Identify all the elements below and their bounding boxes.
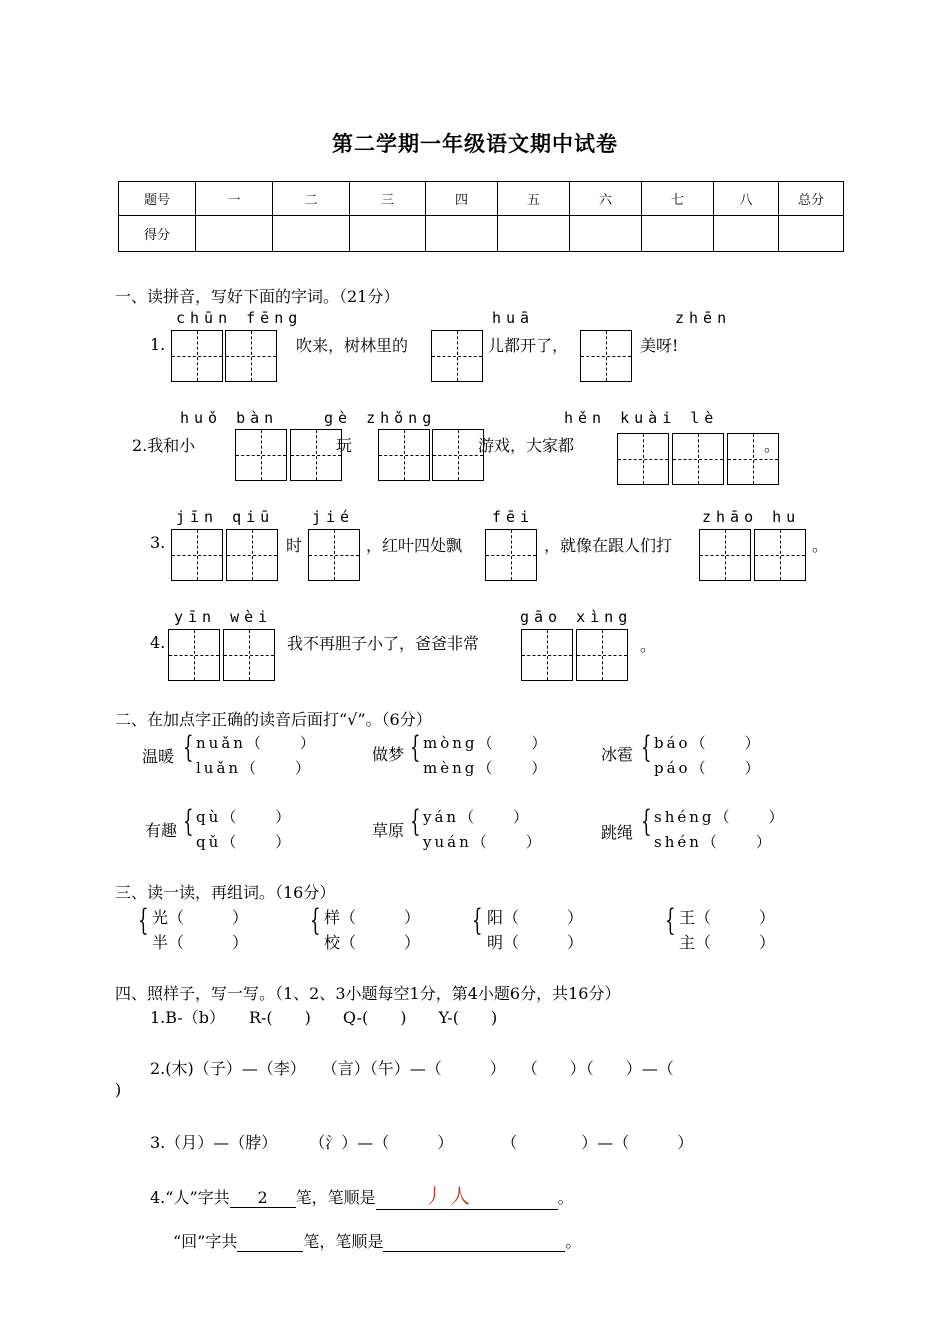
brace-icon: { — [410, 730, 421, 765]
writing-box[interactable] — [223, 629, 275, 681]
writing-box[interactable] — [290, 429, 342, 481]
word-group-item[interactable]: 样（ ） — [324, 908, 421, 927]
pronunciation-option[interactable]: mèng（ ） — [423, 759, 550, 777]
stroke-count-blank[interactable] — [237, 1232, 303, 1252]
section2-heading: 二、在加点字正确的读音后面打“√”。（6分） — [115, 710, 432, 729]
score-row-label: 得分 — [119, 216, 196, 252]
score-header-cell: 六 — [570, 182, 642, 216]
score-header-cell: 八 — [714, 182, 779, 216]
word-group-item[interactable]: 光（ ） — [152, 908, 249, 927]
sentence-text: 我不再胆子小了，爸爸非常 — [287, 634, 480, 653]
sentence-text: 。 — [764, 436, 781, 455]
sentence-text: 游戏，大家都 — [478, 436, 575, 455]
word-group-item[interactable]: 校（ ） — [324, 933, 421, 952]
question-number: 1. — [150, 335, 166, 354]
writing-box[interactable] — [521, 629, 573, 681]
writing-box[interactable] — [225, 330, 277, 382]
score-header-cell: 二 — [273, 182, 350, 216]
writing-box[interactable] — [308, 529, 360, 581]
score-cell[interactable] — [273, 216, 350, 252]
word-label: 温暖 — [142, 747, 175, 766]
brace-icon: { — [472, 903, 483, 938]
sentence-text: ，就像在跟人们打 — [544, 536, 673, 555]
pinyin-label: zhēn — [675, 309, 732, 327]
word-group-item[interactable]: 主（ ） — [679, 933, 776, 952]
writing-box[interactable] — [171, 529, 223, 581]
pronunciation-option[interactable]: páo（ ） — [654, 759, 763, 777]
pinyin-label: yīn wèi — [174, 608, 273, 626]
sentence-text: 。 — [640, 636, 657, 655]
stroke-order-blank[interactable] — [383, 1232, 565, 1252]
word-label: 做梦 — [372, 745, 405, 764]
writing-box[interactable] — [235, 429, 287, 481]
writing-box[interactable] — [168, 629, 220, 681]
word-group-item[interactable]: 阳（ ） — [487, 908, 584, 927]
score-cell[interactable] — [426, 216, 498, 252]
writing-box[interactable] — [617, 433, 669, 485]
word-group-item[interactable]: 明（ ） — [487, 933, 584, 952]
brace-icon: { — [641, 804, 652, 839]
question-line: 3.（月）—（脖） （氵）—（ ） （ ）—（ ） — [150, 1133, 694, 1152]
writing-box[interactable] — [576, 629, 628, 681]
pinyin-label: zhāo hu — [702, 508, 801, 526]
sentence-text: 。 — [812, 536, 829, 555]
question-line: ) — [115, 1080, 122, 1099]
writing-box[interactable] — [378, 429, 430, 481]
score-cell[interactable] — [570, 216, 642, 252]
stroke-question — [150, 1180, 574, 1210]
score-header-row — [119, 182, 844, 216]
score-header-cell: 总分 — [779, 182, 844, 216]
pinyin-label: jié — [312, 508, 355, 526]
writing-box[interactable] — [431, 330, 483, 382]
writing-box[interactable] — [485, 529, 537, 581]
score-table — [118, 181, 844, 252]
score-cell[interactable] — [196, 216, 273, 252]
score-cell[interactable] — [779, 216, 844, 252]
stroke-question-text: “回”字共 — [173, 1232, 238, 1251]
score-header-cell: 五 — [498, 182, 570, 216]
word-label: 有趣 — [145, 821, 178, 840]
sentence-text: ，红叶四处飘 — [366, 536, 463, 555]
stroke-question-text: 4.“人”字共 — [150, 1188, 230, 1207]
stroke-question-text: 。 — [557, 1188, 574, 1207]
sentence-text: 玩 — [336, 436, 353, 455]
word-group-item[interactable]: 半（ ） — [152, 933, 249, 952]
pinyin-label: gāo xìng — [520, 608, 633, 626]
pronunciation-option[interactable]: qǔ（ ） — [196, 833, 294, 851]
writing-box[interactable] — [754, 529, 806, 581]
handwritten-strokes: 丿 人 — [423, 1184, 470, 1208]
pinyin-label: jīn qiū — [176, 508, 275, 526]
stroke-order-blank[interactable] — [376, 1180, 558, 1210]
pronunciation-option[interactable]: qù（ ） — [196, 808, 294, 826]
brace-icon: { — [183, 804, 194, 839]
question-number: 3. — [150, 533, 166, 552]
word-label: 冰雹 — [601, 745, 634, 764]
score-header-cell: 三 — [350, 182, 426, 216]
sentence-text: 时 — [286, 536, 303, 555]
brace-icon: { — [183, 730, 194, 765]
question-number: 4. — [150, 633, 166, 652]
brace-icon: { — [310, 903, 321, 938]
stroke-question-text: 。 — [565, 1232, 582, 1251]
pronunciation-option[interactable]: shéng（ ） — [654, 808, 787, 826]
sentence-text: 美呀! — [640, 336, 679, 355]
stroke-question-text: 笔，笔顺是 — [303, 1232, 384, 1251]
score-cell[interactable] — [714, 216, 779, 252]
writing-box[interactable] — [226, 529, 278, 581]
writing-box[interactable] — [580, 330, 632, 382]
score-header-cell: 题号 — [119, 182, 196, 216]
score-header-cell: 七 — [642, 182, 714, 216]
writing-box[interactable] — [171, 330, 223, 382]
pinyin-label: huǒ bàn — [180, 409, 279, 427]
brace-icon: { — [410, 804, 421, 839]
sentence-text: 吹来，树林里的 — [296, 336, 409, 355]
page-title: 第二学期一年级语文期中试卷 — [332, 131, 618, 156]
word-group-item[interactable]: 王（ ） — [679, 908, 776, 927]
score-header-cell: 一 — [196, 182, 273, 216]
score-cell[interactable] — [498, 216, 570, 252]
stroke-question — [173, 1229, 581, 1252]
writing-box[interactable] — [672, 433, 724, 485]
pronunciation-option[interactable]: yán（ ） — [423, 808, 532, 826]
brace-icon: { — [641, 730, 652, 765]
stroke-count-blank[interactable]: 2 — [230, 1188, 296, 1208]
pinyin-label: gè zhǒng — [324, 409, 437, 427]
pronunciation-option[interactable]: nuǎn（ ） — [196, 734, 318, 752]
score-cell[interactable] — [642, 216, 714, 252]
section3-heading: 三、读一读，再组词。（16分） — [115, 883, 336, 902]
score-header-cell: 四 — [426, 182, 498, 216]
score-value-row — [119, 216, 844, 252]
sentence-text: 儿都开了， — [488, 336, 569, 355]
pinyin-label: hěn kuài lè — [564, 409, 719, 427]
word-label: 跳绳 — [601, 823, 634, 842]
brace-icon: { — [138, 903, 149, 938]
pronunciation-option[interactable]: mòng（ ） — [423, 734, 550, 752]
pronunciation-option[interactable]: luǎn（ ） — [196, 759, 314, 777]
question-line: 2.(木)（子）—（李） （言）（午）—（ ） （ ）（ ）—（ — [150, 1059, 674, 1078]
writing-box[interactable] — [699, 529, 751, 581]
sentence-text: 2.我和小 — [132, 436, 196, 455]
score-cell[interactable] — [350, 216, 426, 252]
pronunciation-option[interactable]: shén（ ） — [654, 833, 774, 851]
pronunciation-option[interactable]: yuán（ ） — [423, 833, 544, 851]
pinyin-label: huā — [492, 309, 535, 327]
brace-icon: { — [665, 903, 676, 938]
question-line: 1.B-（b） R-( ) Q-( ) Y-( ) — [150, 1008, 498, 1027]
section1-heading: 一、读拼音，写好下面的字词。（21分） — [115, 287, 400, 306]
pronunciation-option[interactable]: báo（ ） — [654, 734, 763, 752]
section4-heading: 四、照样子，写一写。（1、2、3小题每空1分，第4小题6分，共16分） — [115, 984, 621, 1003]
pinyin-label: chūn fēng — [176, 309, 303, 327]
pinyin-label: fēi — [492, 508, 535, 526]
stroke-question-text: 笔，笔顺是 — [295, 1188, 376, 1207]
writing-box[interactable] — [432, 429, 484, 481]
word-label: 草原 — [372, 821, 405, 840]
